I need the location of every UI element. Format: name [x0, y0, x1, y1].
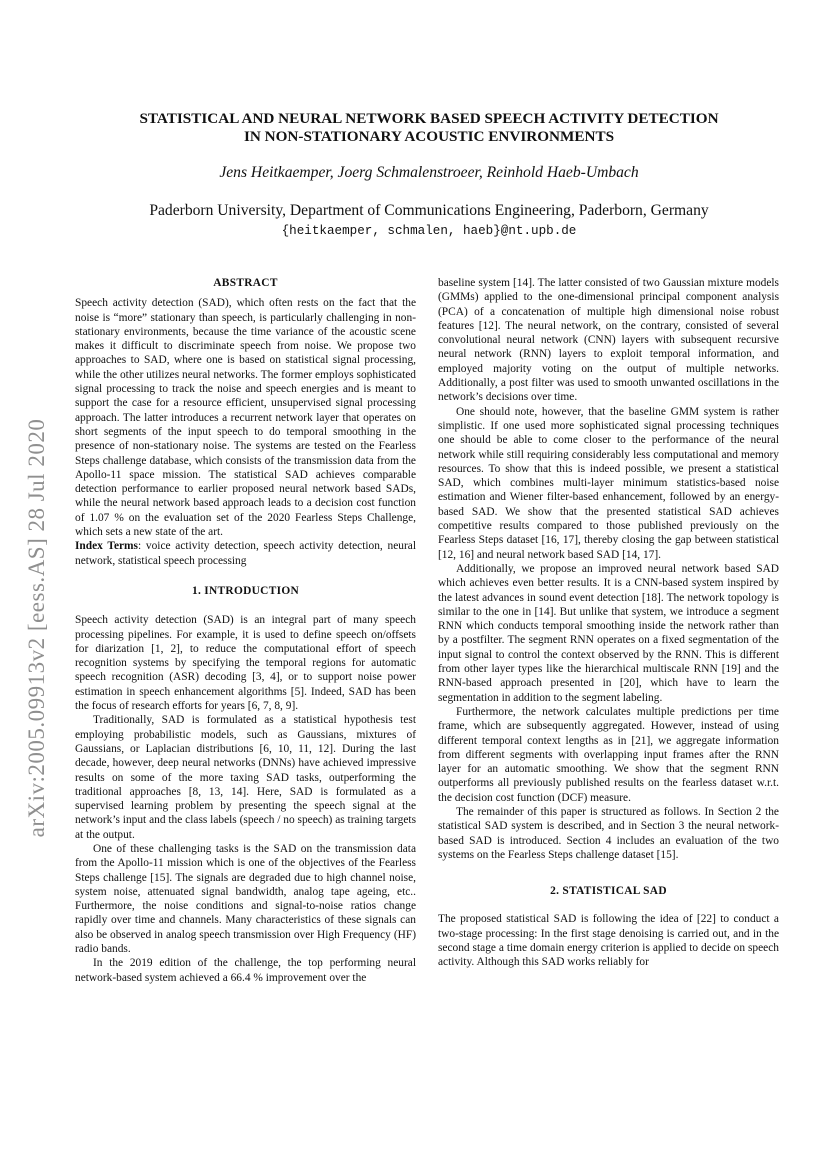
body-paragraph: The remainder of this paper is structured as follows. In Section 2 the statistical SAD system is described, and in Section 3 the neural network-based SAD is introduced. Section 4 includes an evaluation of the two systems on the Fearless Steps challenge dataset [15]. — [438, 805, 779, 861]
index-terms-text: : voice activity detection, speech activity detection, neural network, statistical speech processing — [75, 540, 416, 567]
arxiv-identifier-stamp — [26, 368, 48, 888]
author-emails: {heitkaemper, schmalen, haeb}@nt.upb.de — [281, 224, 577, 238]
body-paragraph: One should note, however, that the baseline GMM system is rather simplistic. If one used more sophisticated signal processing techniques one should be able to come closer to the performance of the neural network while still requiring considerably less computational and memory resources. To show that this is indeed possible, we present a statistical SAD, which combines multi-layer minimum statistics-based noise estimation and Wiener filter-based enhancement, followed by an energy-based SAD. We show that the presented statistical SAD achieves competitive results compared to those published previously on the Fearless Steps dataset [16, 17], thereby closing the gap between statistical [12, 16] and neural network based SAD [14, 17]. — [438, 405, 779, 561]
intro-paragraph: One of these challenging tasks is the SAD on the transmission data from the Apollo-11 mission which is one of the objectives of the Fearless Steps challenge [15]. The signals are degraded due to high channel noise, system noise, attenuated signal bandwidth, analog tape ageing, etc.. Furthermore, the noise conditions and signal-to-noise ratios change rapidly over time and channels. Many characteristics of these signals can also be observed in analog speech transmission over High Frequency (HF) radio bands. — [75, 842, 416, 956]
intro-paragraph: Traditionally, SAD is formulated as a statistical hypothesis test employing probabilistic models, such as Gaussians, mixtures of Gaussians, or Laplacian distributions [6, 10, 11, 12]. During the last decade, however, deep neural networks (DNNs) have achieved impressive results on some of the more taxing SAD tasks, outperforming the traditional approaches [8, 13, 14]. Here, SAD is formulated as a supervised learning problem by presenting the speech signal at the network’s input and the class labels (speech / no speech) as training targets at the output. — [75, 714, 416, 841]
introduction-heading: 1. INTRODUCTION — [191, 584, 300, 597]
index-terms — [75, 539, 416, 568]
section-2-text: The proposed statistical SAD is following the idea of [22] to conduct a two-stage processing: In the first stage denoising is carried out, and in the second stage a time domain energy criterion is applied to decide on speech activity. Although this SAD works reliably for — [438, 913, 779, 969]
right-column — [438, 276, 779, 970]
left-column — [75, 276, 416, 985]
abstract-text: Speech activity detection (SAD), which often rests on the fact that the noise is “more” stationary than speech, is particularly challenging in non-stationary environments, because the time variance of the acoustic scene makes it difficult to discriminate speech from noise. We propose two approaches to SAD, where one is based on statistical signal processing, while the other utilizes neural networks. The former employs sophisticated signal processing to track the noise and speech energies and is meant to support the case for a resource efficient, unsupervised signal processing approach. The latter introduces a recurrent network layer that operates on short segments of the input speech to do temporal smoothing in the presence of non-stationary noise. The systems are tested on the Fearless Steps challenge database, which consists of the transmission data from the Apollo-11 space mission. The statistical SAD achieves comparable detection performance to earlier proposed neural network based SADs, while the neural network based approach leads to a decision cost function of 1.07 % on the evaluation set of the 2020 Fearless Steps Challenge, which sets a new state of the art. — [75, 297, 416, 539]
index-terms-label: Index Terms — [75, 540, 138, 553]
paper-title — [60, 110, 798, 146]
intro-paragraph: In the 2019 edition of the challenge, the top performing neural network-based system achieved a 66.4 % improvement over the — [75, 957, 416, 984]
arxiv-identifier-text: arXiv:2005.09913v2 [eess.AS] 28 Jul 2020 — [24, 418, 49, 838]
body-paragraph: Furthermore, the network calculates multiple predictions per time frame, which are subsequently aggregated. However, instead of using different temporal context lengths as in [21], we aggregate information from different segments with overlapping input frames after the RNN layer for an automatic smoothing. We show that the segment RNN outperforms all previously published results on the fearless dataset w.r.t. the decision cost function (DCF) measure. — [438, 705, 779, 804]
title-line-2: IN NON-STATIONARY ACOUSTIC ENVIRONMENTS — [243, 128, 615, 145]
body-paragraph: Additionally, we propose an improved neural network based SAD which achieves even better results. It is a CNN-based system inspired by the latest advances in sound event detection [18]. The network topology is similar to the one in [14]. But unlike that system, we introduce a segment RNN which conducts temporal smoothing inside the network rather than by a postfilter. The segment RNN operates on a fixed segmentation of the input signal to control the context observed by the RNN. This is different from other layer types like the hierarchical multiscale RNN [19] and the RNN-based approach presented in [20], which have to learn the segmentation in addition to the segment labeling. — [438, 562, 779, 704]
body-paragraph: baseline system [14]. The latter consisted of two Gaussian mixture models (GMMs) applied to the one-dimensional principal component analysis (PCA) of a concatenation of multiple high dimensional noise robust features [12]. The neural network, on the contrary, consisted of several convolutional neural network (CNN) layers with subsequent recursive neural network (RNN) layers to exploit temporal information, and employed majority voting on the output of multiple networks. Additionally, a post filter was used to smooth unwanted oscillations in the network’s decisions over time. — [438, 277, 779, 404]
title-line-1: STATISTICAL AND NEURAL NETWORK BASED SPEECH ACTIVITY DETECTION — [139, 110, 719, 127]
abstract-heading: ABSTRACT — [213, 277, 278, 289]
author-list: Jens Heitkaemper, Joerg Schmalenstroeer, Reinhold Haeb-Umbach — [219, 164, 639, 181]
section-2-heading: 2. STATISTICAL SAD — [550, 885, 667, 898]
intro-paragraph: Speech activity detection (SAD) is an integral part of many speech processing pipelines. For example, it is used to define speech on/offsets for diarization [1, 2], to reduce the computational effort of speech recognition systems by specifying the temporal regions for automatic speech recognition (ASR) decoding [3, 4], or to support noise power estimation in speech enhancement algorithms [5]. Indeed, SAD has been the focus of research efforts for years [6, 7, 8, 9]. — [75, 614, 416, 713]
affiliation: Paderborn University, Department of Communications Engineering, Paderborn, Germany — [149, 202, 709, 219]
